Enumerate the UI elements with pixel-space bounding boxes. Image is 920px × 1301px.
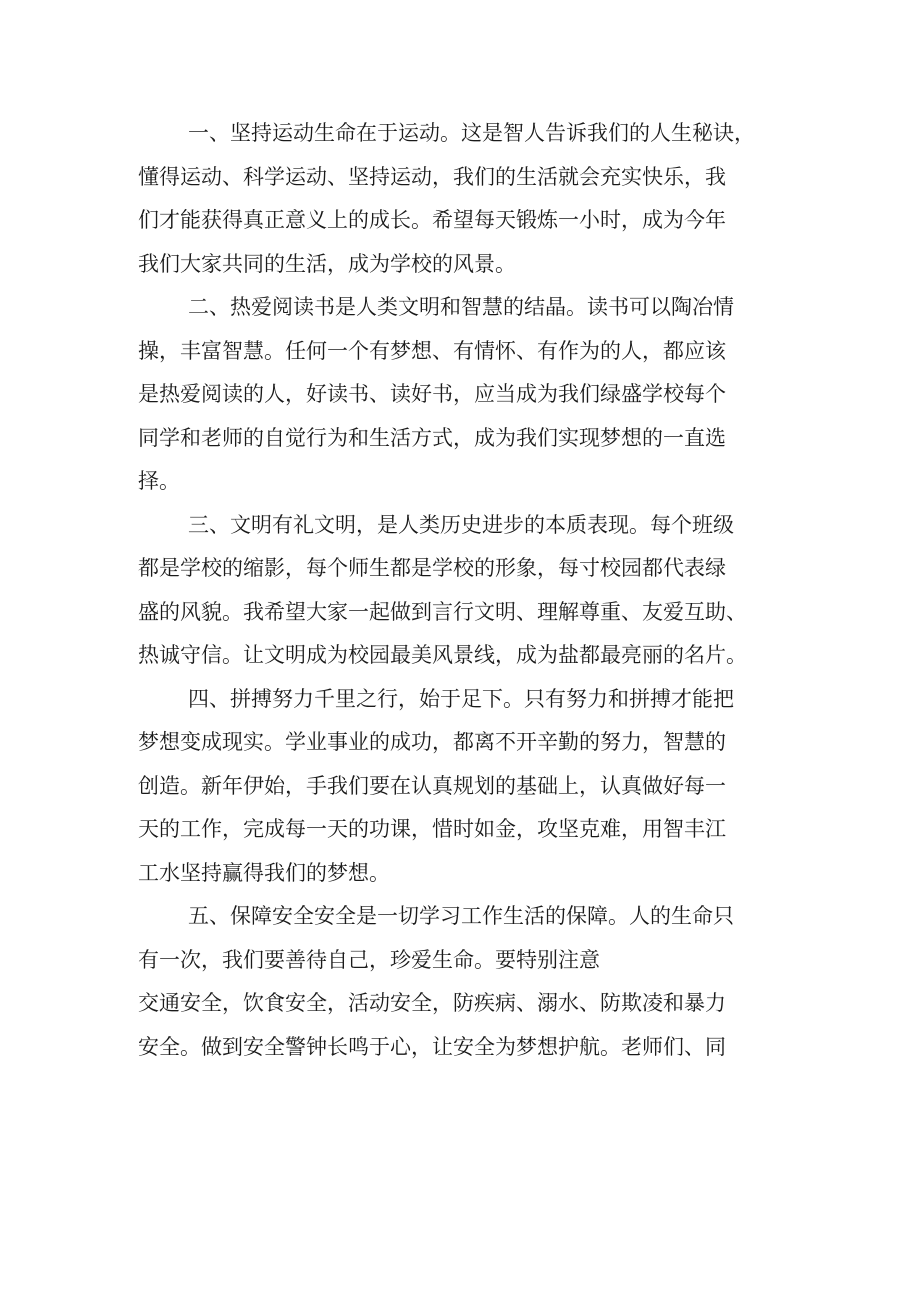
text-line: 们才能获得真正意义上的成长。希望每天锻炼一小时，成为今年 <box>138 208 726 232</box>
text-line: 热诚守信。让文明成为校园最美风景线，成为盐都最亮丽的名片。 <box>138 643 747 667</box>
text-line: 梦想变成现实。学业事业的成功，都离不开辛勤的努力，智慧的 <box>138 730 726 754</box>
text-line: 工水坚持赢得我们的梦想。 <box>138 860 390 885</box>
text-line: 都是学校的缩影，每个师生都是学校的形象，每寸校园都代表绿 <box>138 556 726 580</box>
paragraph-2 <box>138 286 798 504</box>
text-line: 创造。新年伊始，手我们要在认真规划的基础上，认真做好每一 <box>138 773 726 798</box>
text-line: 有一次，我们要善待自己，珍爱生命。要特别注意 <box>138 947 600 972</box>
paragraph-4 <box>138 678 798 896</box>
text-line: 交通安全，饮食安全，活动安全，防疾病、溺水、防欺凌和暴力 <box>138 991 726 1015</box>
text-line: 五、保障安全安全是一切学习工作生活的保障。人的生命只 <box>188 904 734 928</box>
text-line: 三、文明有礼文明，是人类历史进步的本质表现。每个班级 <box>188 512 734 537</box>
text-line: 同学和老师的自觉行为和生活方式，成为我们实现梦想的一直选 <box>138 425 726 450</box>
paragraph-3 <box>138 504 798 678</box>
body-text <box>138 112 798 1069</box>
text-line: 一、坚持运动生命在于运动。这是智人告诉我们的人生秘诀， <box>188 121 755 145</box>
text-line: 盛的风貌。我希望大家一起做到言行文明、理解尊重、友爱互助、 <box>138 599 747 624</box>
text-line: 操，丰富智慧。任何一个有梦想、有情怀、有作为的人，都应该 <box>138 338 726 363</box>
paragraph-5 <box>138 895 798 1069</box>
text-line: 懂得运动、科学运动、坚持运动，我们的生活就会充实快乐，我 <box>138 164 726 189</box>
text-line: 二、热爱阅读书是人类文明和智慧的结晶。读书可以陶冶情 <box>188 295 734 319</box>
text-line: 安全。做到安全警钟长鸣于心，让安全为梦想护航。老师们、同 <box>138 1034 726 1059</box>
text-line: 四、拼搏努力千里之行，始于足下。只有努力和拼搏才能把 <box>188 686 734 711</box>
text-line: 是热爱阅读的人，好读书、读好书，应当成为我们绿盛学校每个 <box>138 382 726 406</box>
text-line: 我们大家共同的生活，成为学校的风景。 <box>138 251 516 276</box>
text-line: 天的工作，完成每一天的功课，惜时如金，攻坚克难，用智丰江 <box>138 817 726 841</box>
paragraph-1 <box>138 112 798 286</box>
text-line: 择。 <box>138 469 180 493</box>
